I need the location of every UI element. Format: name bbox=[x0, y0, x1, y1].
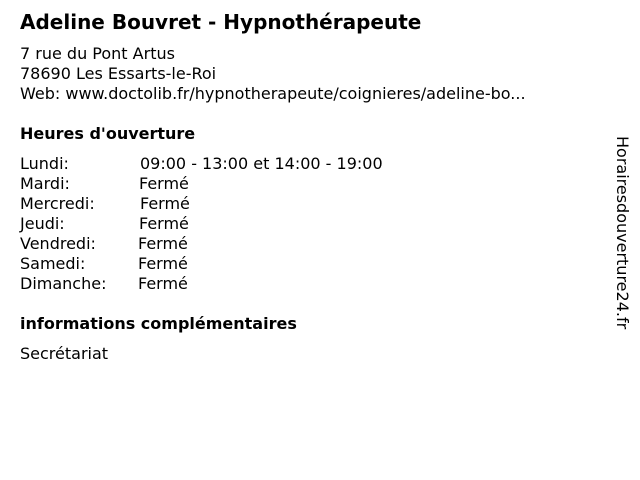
day-label: Vendredi: bbox=[20, 234, 96, 253]
site-watermark: Horairesdouverture24.fr bbox=[613, 136, 632, 330]
day-label: Lundi: bbox=[20, 154, 69, 173]
address-block bbox=[20, 44, 526, 104]
day-hours: Fermé bbox=[139, 214, 189, 233]
day-hours: Fermé bbox=[138, 234, 188, 253]
additional-info-value: Secrétariat bbox=[20, 344, 109, 363]
address-street: 7 rue du Pont Artus bbox=[20, 44, 175, 63]
day-hours: Fermé bbox=[140, 194, 190, 213]
day-label: Mardi: bbox=[20, 174, 70, 193]
day-label: Mercredi: bbox=[20, 194, 95, 213]
day-hours: 09:00 - 13:00 et 14:00 - 19:00 bbox=[140, 154, 383, 173]
website-link[interactable]: Web: www.doctolib.fr/hypnotherapeute/coignieres/adeline-bo... bbox=[20, 84, 526, 103]
day-label: Jeudi: bbox=[20, 214, 65, 233]
address-city: 78690 Les Essarts-le-Roi bbox=[20, 64, 217, 83]
day-hours: Fermé bbox=[138, 274, 188, 293]
day-hours: Fermé bbox=[138, 254, 188, 273]
additional-info-heading: informations complémentaires bbox=[20, 314, 297, 333]
business-title: Adeline Bouvret - Hypnothérapeute bbox=[20, 10, 422, 34]
day-label: Dimanche: bbox=[20, 274, 107, 293]
opening-hours-heading: Heures d'ouverture bbox=[20, 124, 196, 143]
day-hours: Fermé bbox=[139, 174, 189, 193]
day-label: Samedi: bbox=[20, 254, 86, 273]
